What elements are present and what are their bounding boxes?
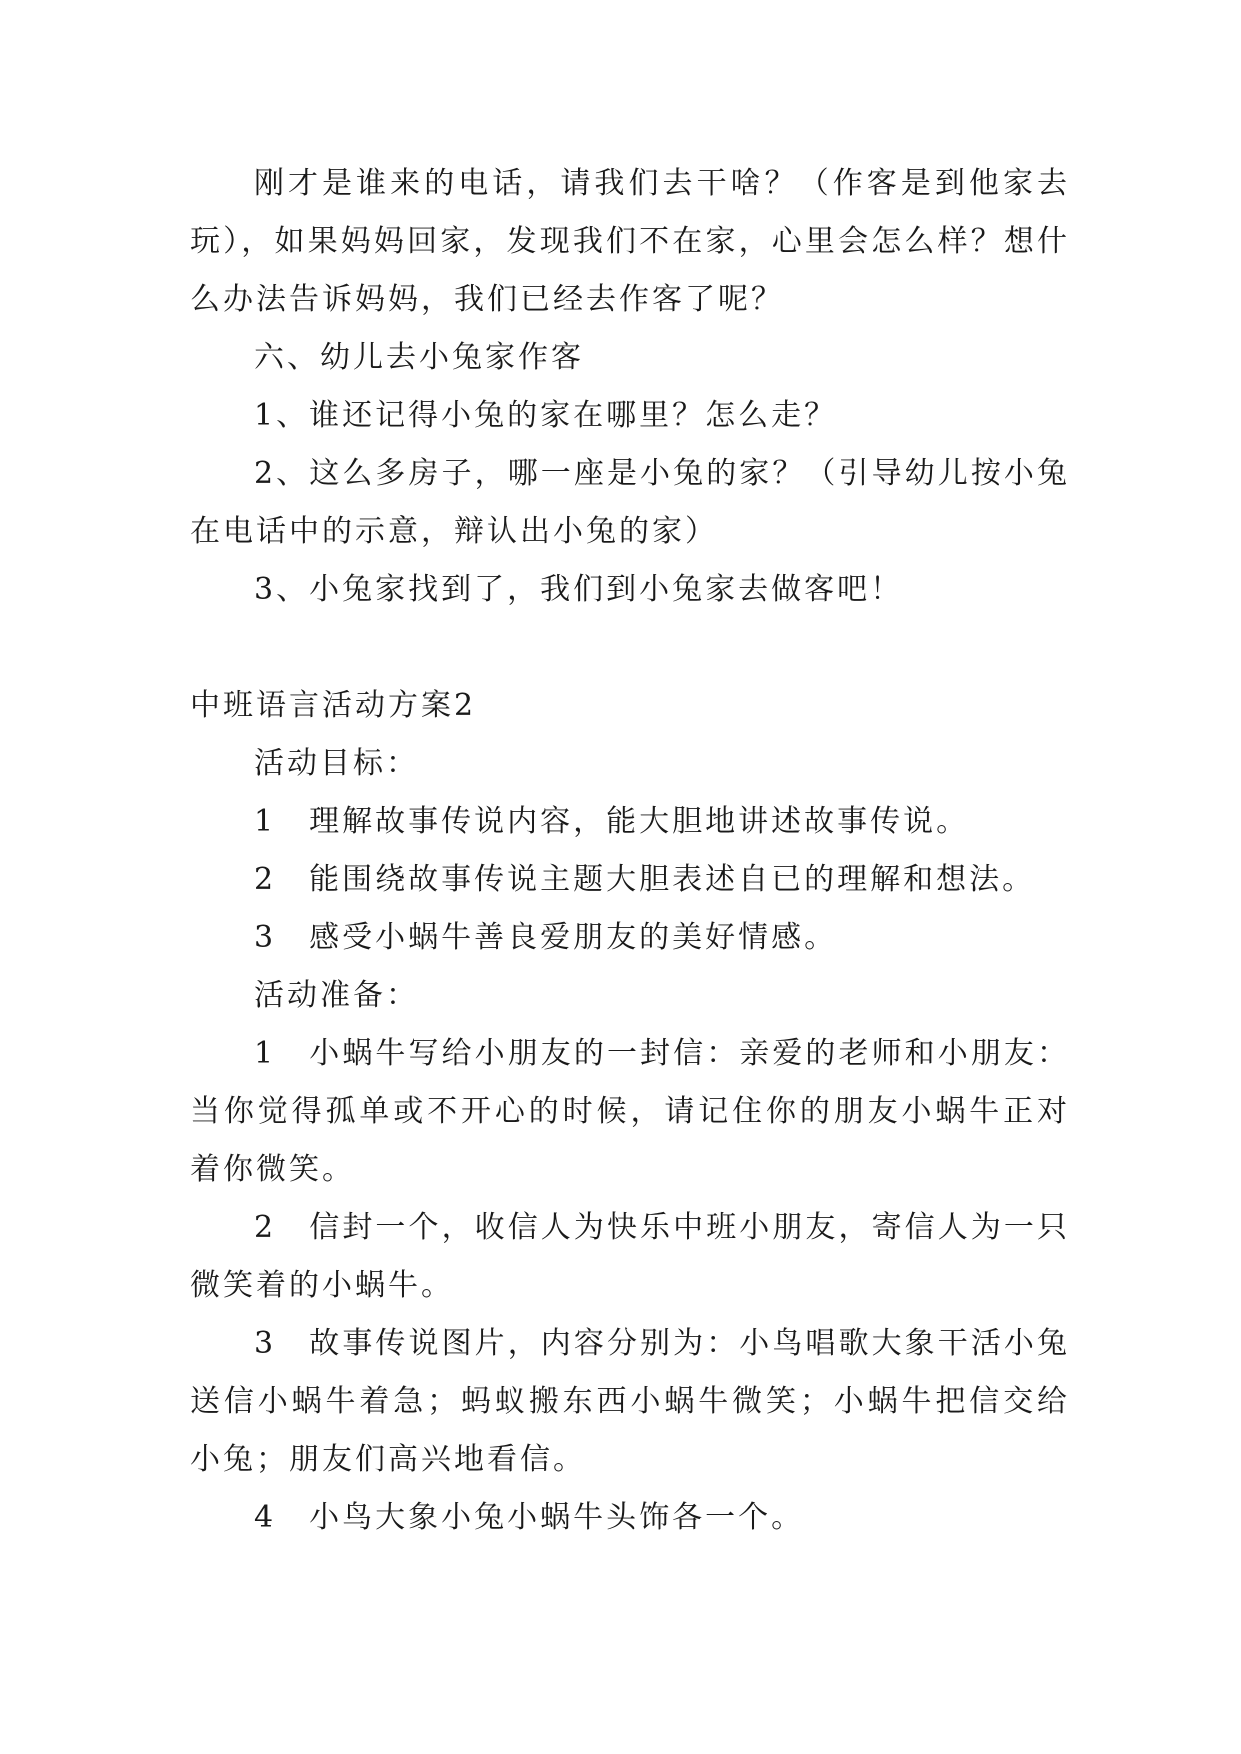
- prep-item-4: 4 小鸟大象小兔小蜗牛头饰各一个。: [254, 1500, 805, 1535]
- heading-activity-prep: 活动准备：: [254, 978, 419, 1013]
- section-title: 中班语言活动方案2: [190, 688, 477, 723]
- document-body: [190, 155, 1070, 1547]
- paragraph-phone-call: 刚才是谁来的电话，请我们去干啥？（作客是到他家去玩），如果妈妈回家，发现我们不在家，心里会怎么样？想什么办法告诉妈妈，我们已经去作客了呢？: [190, 166, 1070, 317]
- goal-item-2: 2 能围绕故事传说主题大胆表述自已的理解和想法。: [254, 862, 1036, 897]
- prep-item-2: 2 信封一个，收信人为快乐中班小朋友，寄信人为一只微笑着的小蜗牛。: [190, 1210, 1070, 1303]
- heading-visit-rabbit: 六、幼儿去小兔家作客: [254, 340, 584, 375]
- goal-item-3: 3 感受小蜗牛善良爱朋友的美好情感。: [254, 920, 838, 955]
- paragraph-step-3: 3、小兔家找到了，我们到小兔家去做客吧！: [254, 572, 904, 607]
- prep-item-3: 3 故事传说图片，内容分别为：小鸟唱歌大象干活小兔送信小蜗牛着急；蚂蚁搬东西小蜗牛微笑；小蜗牛把信交给小兔；朋友们高兴地看信。: [190, 1326, 1070, 1477]
- paragraph-step-1: 1、谁还记得小兔的家在哪里？怎么走？: [254, 398, 838, 433]
- paragraph-step-2: 2、这么多房子，哪一座是小兔的家？（引导幼儿按小兔在电话中的示意，辩认出小兔的家）: [190, 456, 1070, 549]
- heading-activity-goals: 活动目标：: [254, 746, 419, 781]
- goal-item-1: 1 理解故事传说内容，能大胆地讲述故事传说。: [254, 804, 970, 839]
- prep-item-1: 1 小蜗牛写给小朋友的一封信：亲爱的老师和小朋友：当你觉得孤单或不开心的时候，请记住你的朋友小蜗牛正对着你微笑。: [190, 1036, 1070, 1187]
